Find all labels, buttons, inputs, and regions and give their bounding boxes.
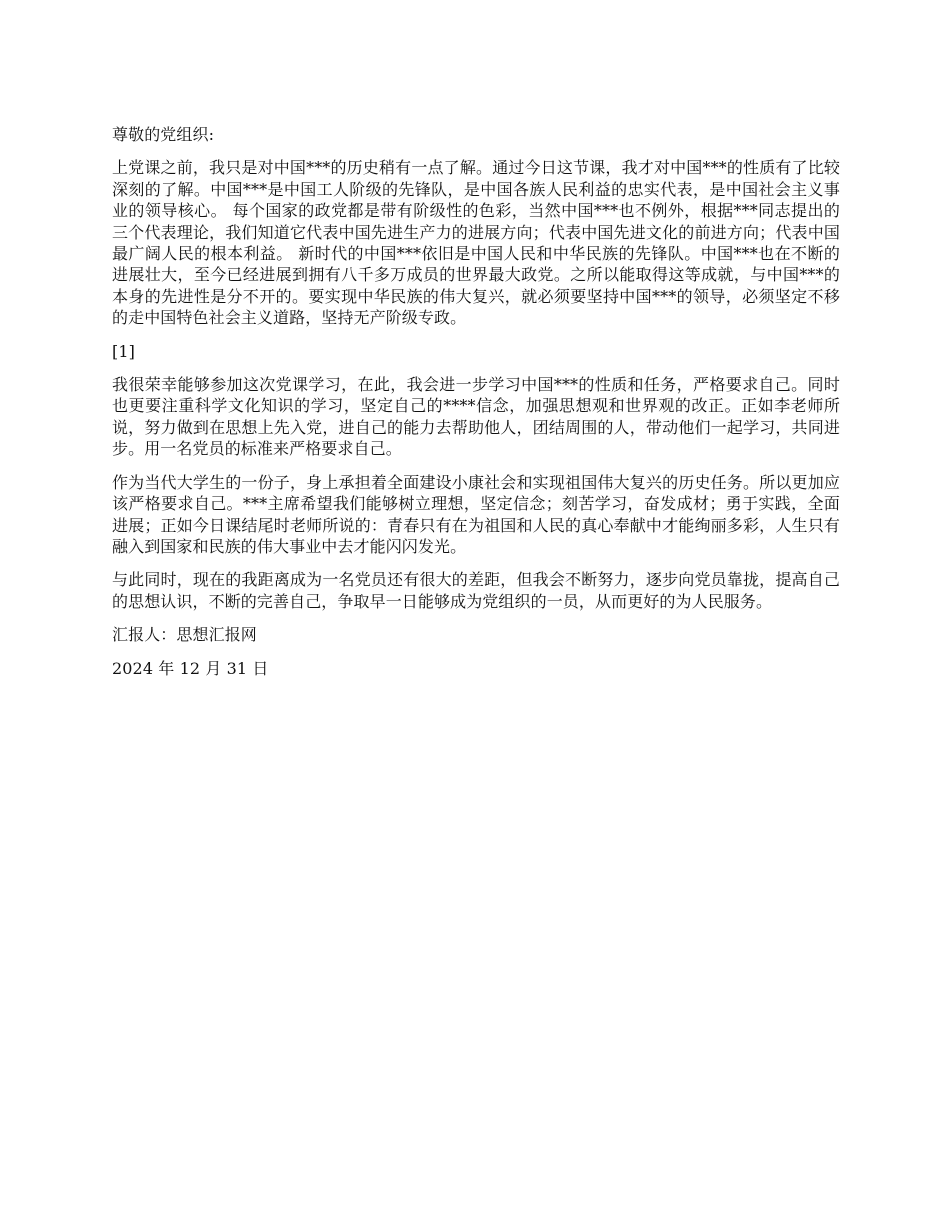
footnote-marker: [1] xyxy=(112,341,135,361)
paragraph-1: 上党课之前，我只是对中国***的历史稍有一点了解。通过今日这节课，我才对中国***的性质有了比较深刻的了解。中国***是中国工人阶级的先锋队，是中国各族人民利益的忠实代表，是中国社会主义事业的领导核心。 每个国家的政党都是带有阶级性的色彩，当然中国***也不例外，根据***同志提出的三个代表理论，我们知道它代表中国先进生产力的进展方向；代表中国先进文化的前进方向；代表中国最广阔人民的根本利益。 新时代的中国***依旧是中国人民和中华民族的先锋队。中国***也在不断的进展壮大，至今已经进展到拥有八千多万成员的世界最大政党。之所以能取得这等成就，与中国***的本身的先进性是分不开的。要实现中华民族的伟大复兴，就必须要坚持中国***的领导，必须坚定不移的走中国特色社会主义道路，坚持无产阶级专政。 xyxy=(112,158,840,328)
paragraph-3: 作为当代大学生的一份子，身上承担着全面建设小康社会和实现祖国伟大复兴的历史任务。所以更加应该严格要求自己。***主席希望我们能够树立理想，坚定信念；刻苦学习，奋发成材；勇于实践，全面进展；正如今日课结尾时老师所说的：青春只有在为祖国和人民的真心奉献中才能绚丽多彩，人生只有融入到国家和民族的伟大事业中去才能闪闪发光。 xyxy=(112,472,840,556)
date: 2024 年 12 月 31 日 xyxy=(112,658,269,678)
paragraph-2: 我很荣幸能够参加这次党课学习，在此，我会进一步学习中国***的性质和任务，严格要求自己。同时也更要注重科学文化知识的学习，坚定自己的****信念，加强思想观和世界观的改正。正如李老师所说，努力做到在思想上先入党，进自己的能力去帮助他人，团结周围的人，带动他们一起学习，共同进步。用一名党员的标准来严格要求自己。 xyxy=(112,375,840,459)
signature: 汇报人：思想汇报网 xyxy=(112,625,257,645)
paragraph-4: 与此同时，现在的我距离成为一名党员还有很大的差距，但我会不断努力，逐步向党员靠拢，提高自己的思想认识，不断的完善自己，争取早一日能够成为党组织的一员，从而更好的为人民服务。 xyxy=(112,570,840,611)
salutation: 尊敬的党组织: xyxy=(112,125,215,144)
document-page xyxy=(112,124,840,691)
